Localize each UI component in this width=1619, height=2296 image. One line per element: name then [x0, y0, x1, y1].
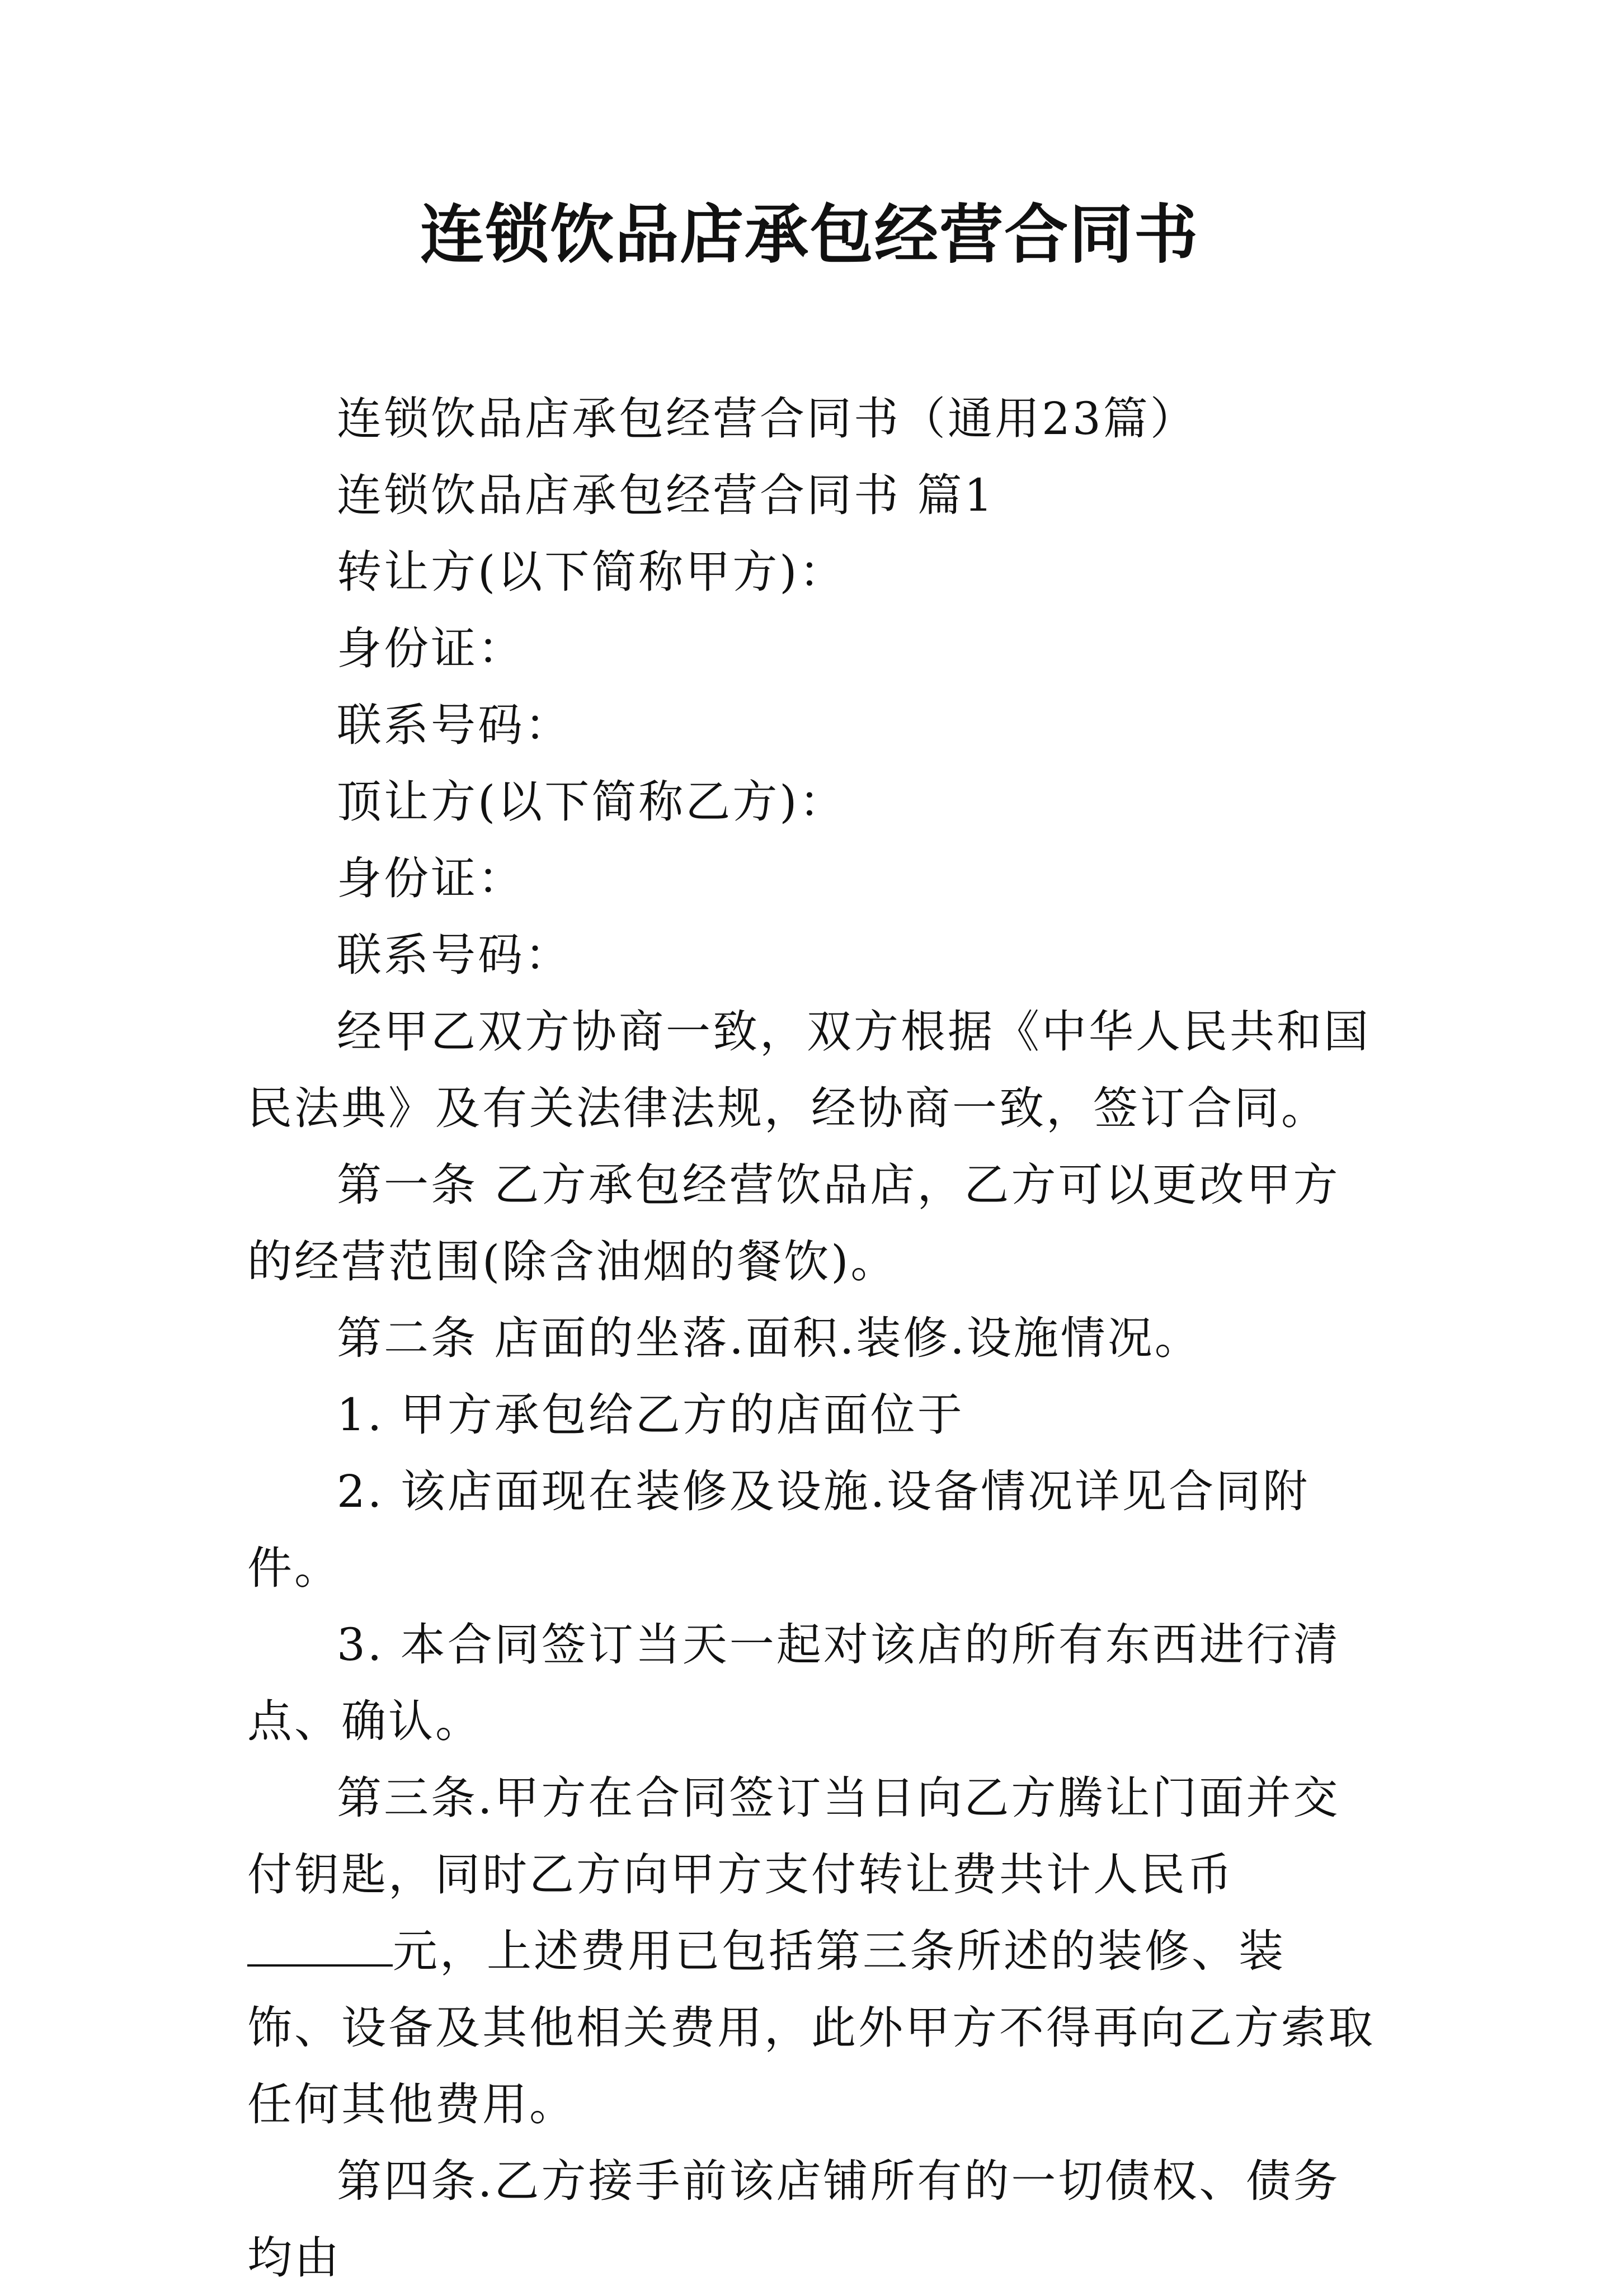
party-a-phone-label: 联系号码： [337, 699, 572, 751]
article-4-paragraph: 第四条.乙方接手前该店铺所有的一切债权、债务均由 [247, 2155, 1340, 2284]
article-2-item-2: 2. 该店面现在装修及设施.设备情况详见合同附件。 [247, 1465, 1310, 1594]
article-1-paragraph: 第一条 乙方承包经营饮品店，乙方可以更改甲方的经营范围(除含油烟的餐饮)。 [247, 1159, 1340, 1288]
fee-amount-blank [247, 1929, 393, 1967]
document-body [247, 380, 1377, 2296]
article-3-paragraph [247, 1760, 1377, 2143]
section-heading: 连锁饮品店承包经营合同书 篇1 [337, 469, 995, 521]
party-a-id-label: 身份证： [337, 623, 525, 675]
preamble-paragraph: 经甲乙双方协商一致，双方根据《中华人民共和国民法典》及有关法律法规，经协商一致，签订合同。 [247, 1006, 1371, 1134]
article-2-item-3: 3. 本合同签订当天一起对该店的所有东西进行清点、确认。 [247, 1619, 1340, 1747]
party-a-label: 转让方(以下简称甲方)： [337, 546, 846, 598]
article-2-paragraph: 第二条 店面的坐落.面积.装修.设施情况。 [337, 1312, 1202, 1364]
document-title: 连锁饮品店承包经营合同书 [420, 197, 1199, 272]
article-3-text-before-blank: 第三条.甲方在合同签订当日向乙方腾让门面并交付钥匙，同时乙方向甲方支付转让费共计人民币 [247, 1772, 1340, 1901]
party-b-id-label: 身份证： [337, 852, 525, 904]
article-2-item-1: 1. 甲方承包给乙方的店面位于 [337, 1389, 964, 1441]
party-b-label: 顶让方(以下简称乙方)： [337, 776, 846, 828]
party-b-phone-label: 联系号码： [337, 929, 572, 981]
article-3-text-after-blank: 元，上述费用已包括第三条所述的装修、装饰、设备及其他相关费用，此外甲方不得再向乙方索取任何其他费用。 [247, 1925, 1375, 2130]
subtitle-paragraph: 连锁饮品店承包经营合同书（通用23篇） [337, 393, 1197, 445]
